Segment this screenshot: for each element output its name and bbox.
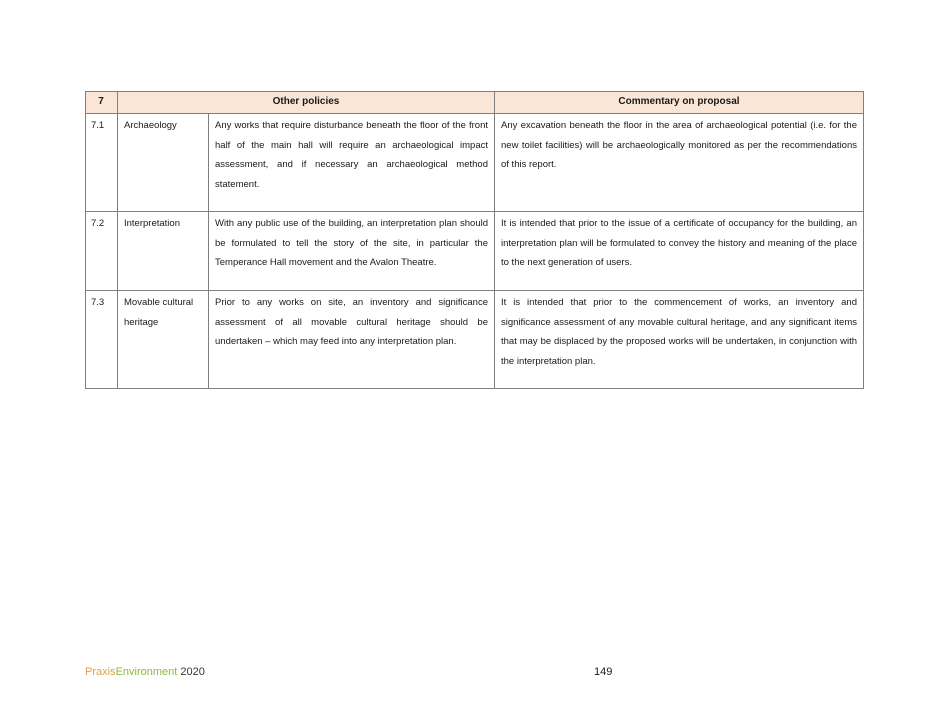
row-topic: Interpretation <box>118 212 209 291</box>
row-number: 7.2 <box>86 212 118 291</box>
row-commentary: Any excavation beneath the floor in the area of archaeological potential (i.e. for the new toilet facilities) will be archaeologically monitored as per the recommendations of this report. <box>495 114 864 212</box>
policy-table <box>85 91 864 389</box>
row-policy: Prior to any works on site, an inventory and significance assessment of all movable cultural heritage should be undertaken – which may feed into any interpretation plan. <box>209 291 495 389</box>
row-topic: Archaeology <box>118 114 209 212</box>
table-header-row <box>86 92 864 114</box>
row-number: 7.1 <box>86 114 118 212</box>
row-commentary: It is intended that prior to the issue of a certificate of occupancy for the building, an interpretation plan will be formulated to convey the history and meaning of the place to the next generation of users. <box>495 212 864 291</box>
table-row <box>86 212 864 291</box>
row-topic: Movable cultural heritage <box>118 291 209 389</box>
page-number: 149 <box>594 666 613 678</box>
row-policy: Any works that require disturbance beneath the floor of the front half of the main hall will require an archaeological impact assessment, and if necessary an archaeological method statement. <box>209 114 495 212</box>
table-row <box>86 114 864 212</box>
row-number: 7.3 <box>86 291 118 389</box>
footer-year: 2020 <box>180 666 205 678</box>
policies-heading: Other policies <box>118 92 495 114</box>
commentary-heading: Commentary on proposal <box>495 92 864 114</box>
row-commentary: It is intended that prior to the commencement of works, an inventory and significance assessment of any movable cultural heritage, and any significant items that may be displaced by the proposed works will be undertaken, in conjunction with the interpretation plan. <box>495 291 864 389</box>
section-number: 7 <box>86 92 118 114</box>
brand-praxis: Praxis <box>85 666 116 678</box>
footer-brand <box>85 664 205 680</box>
brand-environment: Environment <box>115 666 178 678</box>
row-policy: With any public use of the building, an interpretation plan should be formulated to tell the story of the site, in particular the Temperance Hall movement and the Avalon Theatre. <box>209 212 495 291</box>
table-row <box>86 291 864 389</box>
